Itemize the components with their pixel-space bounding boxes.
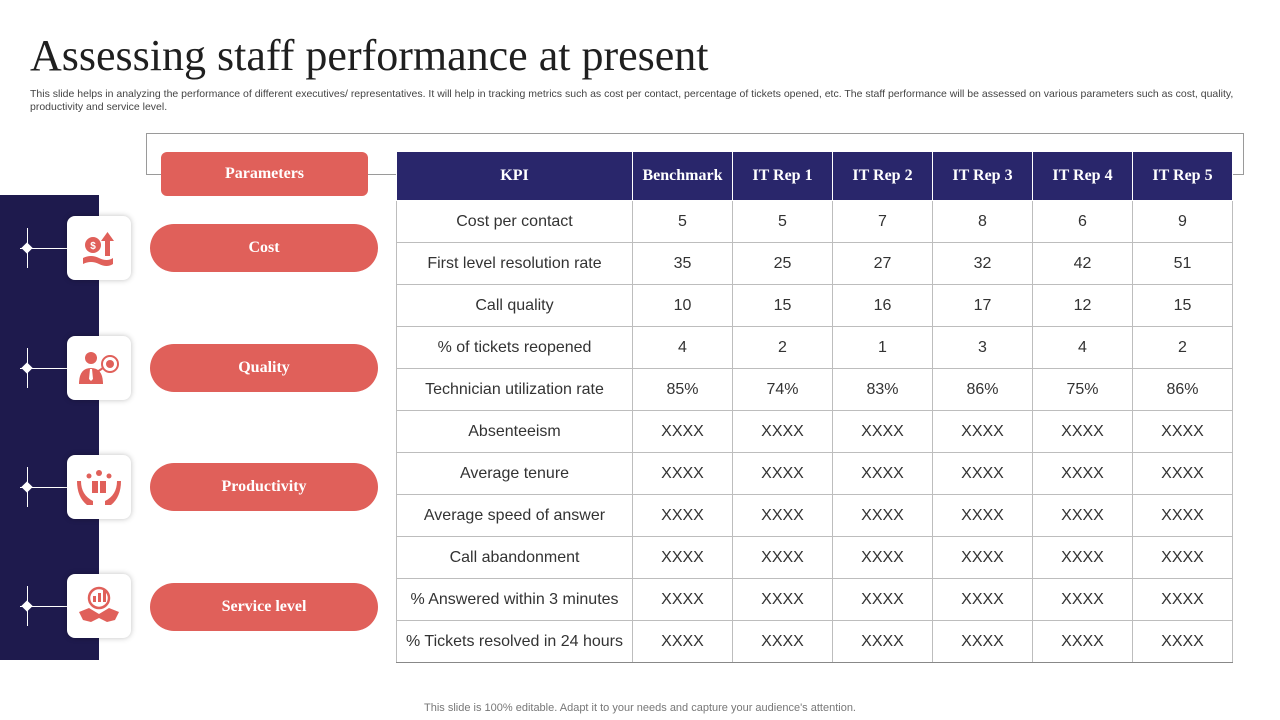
kpi-value-cell: 6: [1033, 201, 1133, 243]
kpi-name-cell: Call abandonment: [397, 537, 633, 579]
kpi-value-cell: XXXX: [1133, 621, 1233, 663]
kpi-name-cell: % Answered within 3 minutes: [397, 579, 633, 621]
kpi-value-cell: 25: [733, 243, 833, 285]
icon-box-quality: [67, 336, 131, 400]
header-it-rep-2: IT Rep 2: [833, 152, 933, 201]
kpi-value-cell: 9: [1133, 201, 1233, 243]
parameter-cost: Cost: [150, 224, 378, 272]
table-row: [397, 579, 1233, 621]
icon-box-cost: [67, 216, 131, 280]
kpi-value-cell: 5: [633, 201, 733, 243]
kpi-value-cell: XXXX: [733, 621, 833, 663]
kpi-value-cell: 15: [1133, 285, 1233, 327]
kpi-value-cell: XXXX: [1133, 411, 1233, 453]
header-benchmark: Benchmark: [633, 152, 733, 201]
kpi-value-cell: 15: [733, 285, 833, 327]
kpi-value-cell: XXXX: [633, 453, 733, 495]
table-row: [397, 201, 1233, 243]
table-row: [397, 495, 1233, 537]
kpi-value-cell: XXXX: [833, 579, 933, 621]
svg-text:$: $: [90, 241, 96, 252]
kpi-value-cell: XXXX: [1133, 579, 1233, 621]
kpi-value-cell: 83%: [833, 369, 933, 411]
header-it-rep-4: IT Rep 4: [1033, 152, 1133, 201]
kpi-value-cell: 42: [1033, 243, 1133, 285]
table-row: [397, 369, 1233, 411]
kpi-value-cell: XXXX: [933, 537, 1033, 579]
kpi-value-cell: XXXX: [833, 537, 933, 579]
kpi-value-cell: 12: [1033, 285, 1133, 327]
slide-footer: This slide is 100% editable. Adapt it to your needs and capture your audience's attention.: [424, 702, 856, 714]
kpi-value-cell: XXXX: [633, 579, 733, 621]
kpi-value-cell: 3: [933, 327, 1033, 369]
parameters-header: Parameters: [161, 152, 368, 196]
kpi-value-cell: 2: [733, 327, 833, 369]
table-row: [397, 621, 1233, 663]
kpi-value-cell: 27: [833, 243, 933, 285]
kpi-name-cell: First level resolution rate: [397, 243, 633, 285]
header-kpi: KPI: [397, 152, 633, 201]
productivity-hands-icon: [77, 467, 121, 507]
table-row: [397, 243, 1233, 285]
kpi-name-cell: % Tickets resolved in 24 hours: [397, 621, 633, 663]
money-growth-icon: [79, 228, 119, 268]
kpi-value-cell: 86%: [933, 369, 1033, 411]
icon-box-productivity: [67, 455, 131, 519]
kpi-name-cell: Call quality: [397, 285, 633, 327]
table-row: [397, 285, 1233, 327]
kpi-value-cell: 16: [833, 285, 933, 327]
kpi-value-cell: XXXX: [833, 495, 933, 537]
quality-person-icon: [77, 348, 121, 388]
kpi-value-cell: XXXX: [933, 579, 1033, 621]
kpi-value-cell: XXXX: [933, 411, 1033, 453]
kpi-name-cell: Technician utilization rate: [397, 369, 633, 411]
kpi-value-cell: XXXX: [1033, 453, 1133, 495]
kpi-value-cell: XXXX: [833, 411, 933, 453]
header-it-rep-5: IT Rep 5: [1133, 152, 1233, 201]
table-row: [397, 537, 1233, 579]
kpi-value-cell: 7: [833, 201, 933, 243]
kpi-value-cell: 74%: [733, 369, 833, 411]
kpi-value-cell: 86%: [1133, 369, 1233, 411]
table-header-row: [397, 152, 1233, 201]
kpi-value-cell: XXXX: [1033, 495, 1133, 537]
kpi-name-cell: % of tickets reopened: [397, 327, 633, 369]
kpi-value-cell: XXXX: [1033, 537, 1133, 579]
kpi-value-cell: XXXX: [833, 453, 933, 495]
table-row: [397, 327, 1233, 369]
kpi-value-cell: XXXX: [633, 537, 733, 579]
kpi-value-cell: XXXX: [733, 579, 833, 621]
service-handshake-icon: [77, 586, 121, 626]
kpi-value-cell: XXXX: [1033, 579, 1133, 621]
kpi-value-cell: 32: [933, 243, 1033, 285]
kpi-value-cell: XXXX: [633, 411, 733, 453]
kpi-value-cell: 8: [933, 201, 1033, 243]
kpi-name-cell: Cost per contact: [397, 201, 633, 243]
kpi-value-cell: XXXX: [733, 495, 833, 537]
parameter-service-level: Service level: [150, 583, 378, 631]
kpi-name-cell: Absenteeism: [397, 411, 633, 453]
kpi-value-cell: XXXX: [633, 495, 733, 537]
kpi-value-cell: 35: [633, 243, 733, 285]
kpi-value-cell: 2: [1133, 327, 1233, 369]
kpi-value-cell: 10: [633, 285, 733, 327]
kpi-name-cell: Average tenure: [397, 453, 633, 495]
kpi-value-cell: 75%: [1033, 369, 1133, 411]
header-it-rep-3: IT Rep 3: [933, 152, 1033, 201]
kpi-value-cell: XXXX: [833, 621, 933, 663]
kpi-value-cell: XXXX: [1033, 621, 1133, 663]
kpi-value-cell: XXXX: [733, 453, 833, 495]
kpi-value-cell: XXXX: [1133, 495, 1233, 537]
kpi-value-cell: 85%: [633, 369, 733, 411]
kpi-value-cell: XXXX: [1033, 411, 1133, 453]
kpi-value-cell: 4: [633, 327, 733, 369]
kpi-value-cell: XXXX: [933, 453, 1033, 495]
kpi-value-cell: XXXX: [733, 411, 833, 453]
table-row: [397, 411, 1233, 453]
kpi-name-cell: Average speed of answer: [397, 495, 633, 537]
kpi-value-cell: 5: [733, 201, 833, 243]
kpi-value-cell: XXXX: [1133, 453, 1233, 495]
kpi-value-cell: XXXX: [933, 495, 1033, 537]
parameter-productivity: Productivity: [150, 463, 378, 511]
kpi-value-cell: 51: [1133, 243, 1233, 285]
slide-title: Assessing staff performance at present: [30, 31, 709, 80]
kpi-value-cell: XXXX: [1133, 537, 1233, 579]
kpi-value-cell: XXXX: [933, 621, 1033, 663]
kpi-value-cell: XXXX: [633, 621, 733, 663]
table-row: [397, 453, 1233, 495]
slide-subtitle: This slide helps in analyzing the performance of different executives/ representatives. It will help in tracking metrics such as cost per contact, percentage of tickets opened, etc. The staff performance will be assessed on various parameters such as cost, quality, productivity and service level.: [30, 88, 1234, 113]
header-it-rep-1: IT Rep 1: [733, 152, 833, 201]
parameter-quality: Quality: [150, 344, 378, 392]
kpi-table: [396, 151, 1233, 663]
kpi-value-cell: 17: [933, 285, 1033, 327]
kpi-value-cell: 4: [1033, 327, 1133, 369]
icon-box-service: [67, 574, 131, 638]
kpi-value-cell: 1: [833, 327, 933, 369]
kpi-value-cell: XXXX: [733, 537, 833, 579]
